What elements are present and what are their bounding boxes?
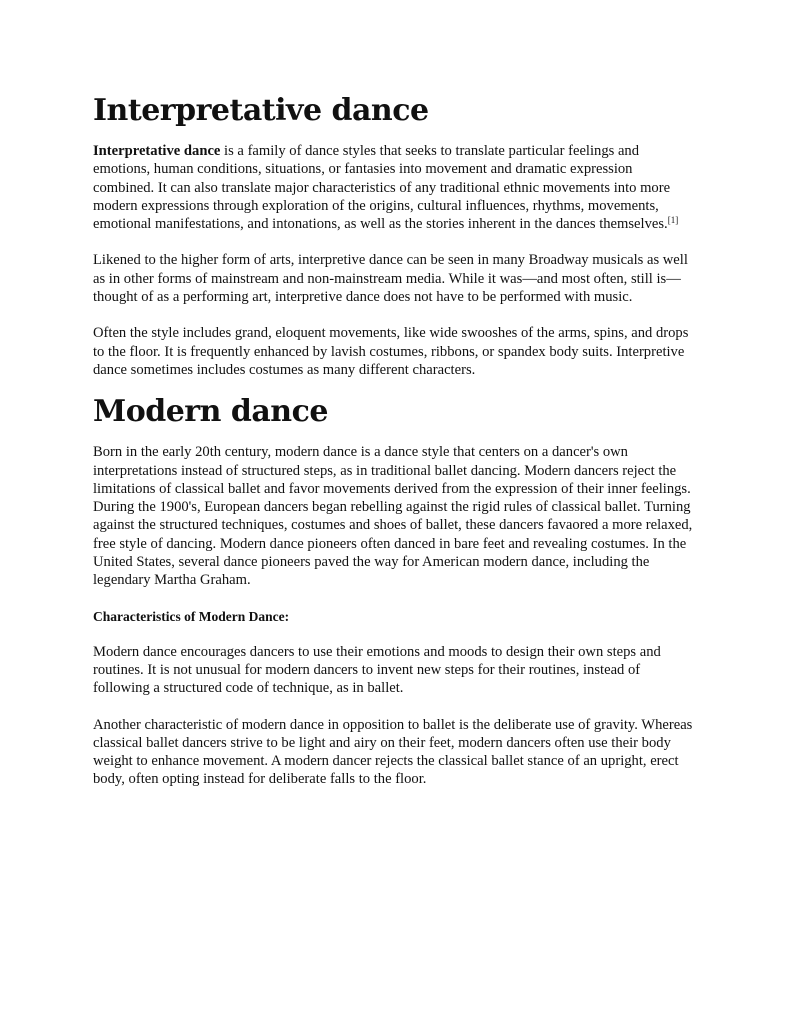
lead-term: Interpretative dance: [93, 143, 221, 159]
paragraph-broadway: Likened to the higher form of arts, interpretive dance can be seen in many Broadway musicals as well as in other forms of mainstream and non-mainstream media. While it was—and most often, still is—thought of as a performing art, interpretive dance does not have to be performed with music.: [93, 252, 688, 306]
paragraph-gravity: Another characteristic of modern dance in opposition to ballet is the deliberate use of gravity. Whereas classical ballet dancers strive to be light and airy on their feet, modern dancers often use their body weight to enhance movement. A modern dancer rejects the classical ballet stance of an upright, erect body, often opting instead for deliberate falls to the floor.: [93, 716, 693, 788]
section-title-modern-dance: Modern dance: [93, 394, 328, 430]
subheading-characteristics: Characteristics of Modern Dance:: [93, 608, 290, 624]
citation-link[interactable]: [1]: [667, 215, 679, 226]
paragraph-intro: [93, 142, 697, 233]
section-title-interpretative-dance: Interpretative dance: [93, 93, 429, 128]
paragraph-intro-text: is a family of dance styles that seeks to translate particular feelings and emotions, human conditions, situations, or fantasies into movement and dramatic expression combined. It can also translate major characteristics of any traditional ethnic movements into more modern expressions through exploration of the origins, cultural influences, rhythms, movements, emotional manifestations, and intonations, as well as the stories inherent in the dances themselves.: [93, 143, 671, 233]
paragraph-modern-history: Born in the early 20th century, modern dance is a dance style that centers on a dancer's own interpretations instead of structured steps, as in traditional ballet dancing. Modern dancers reject the limitations of classical ballet and favor movements derived from the expression of their inner feelings. During the 1900's, European dancers began rebelling against the rigid rules of classical ballet. Turning against the structured techniques, costumes and shoes of ballet, these dancers favaored a more relaxed, free style of dancing. Modern dance pioneers often danced in bare feet and revealing costumes. In the United States, several dance pioneers paved the way for American modern dance, including the legendary Martha Graham.: [93, 444, 693, 589]
paragraph-emotions: Modern dance encourages dancers to use their emotions and moods to design their own steps and routines. It is not unusual for modern dancers to invent new steps for their routines, instead of following a structured code of technique, as in ballet.: [93, 643, 661, 697]
paragraph-style: Often the style includes grand, eloquent movements, like wide swooshes of the arms, spins, and drops to the floor. It is frequently enhanced by lavish costumes, ribbons, or spandex body suits. Interpretive dance sometimes includes costumes as many different characters.: [93, 325, 689, 378]
document-page: [93, 92, 697, 789]
